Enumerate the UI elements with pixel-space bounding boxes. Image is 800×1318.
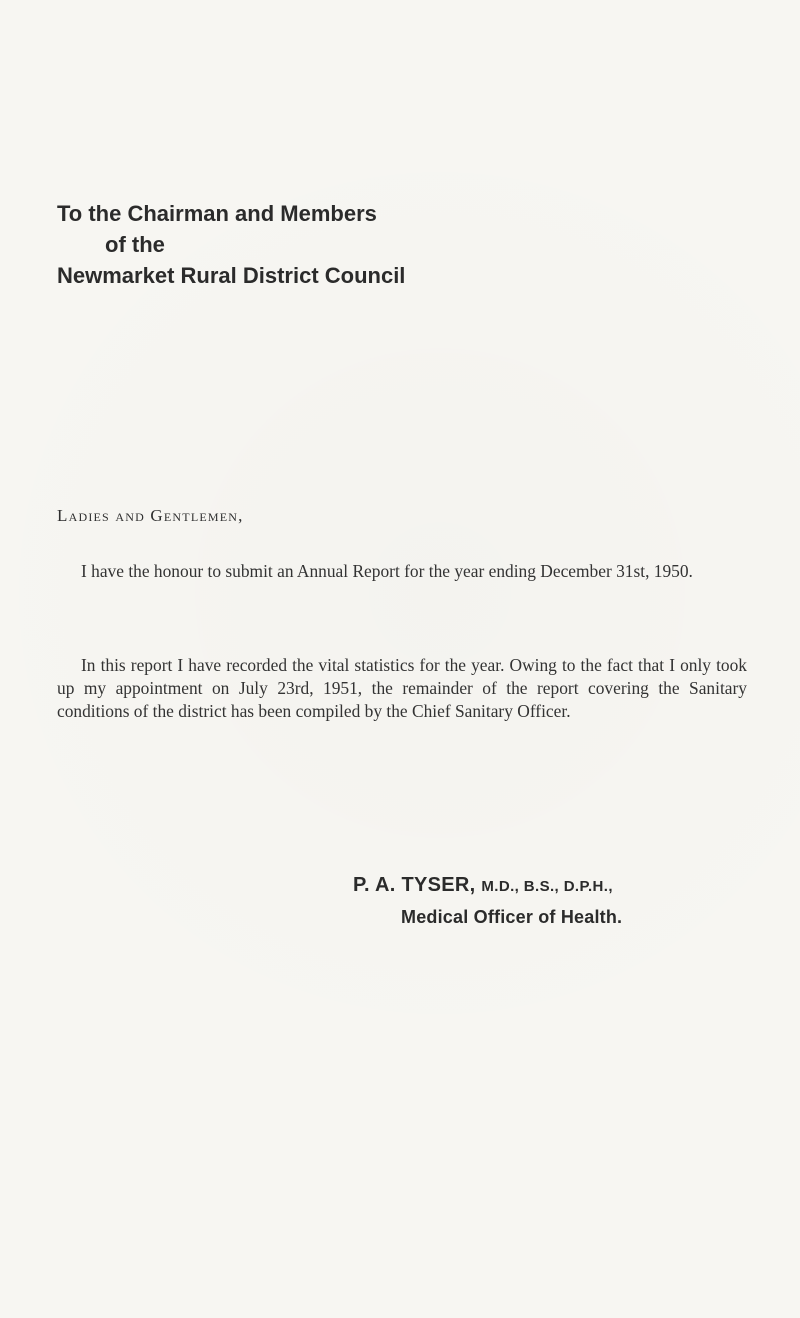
signature-name-line [353, 870, 622, 902]
signatory-degrees: M.D., B.S., D.P.H., [481, 878, 613, 895]
paragraph-text: I have the honour to submit an Annual Report for the year ending December 31st, 1950. [81, 561, 693, 581]
address-line-1: To the Chairman and Members [57, 201, 377, 226]
signatory-name: P. A. TYSER, [353, 874, 476, 896]
paragraph [57, 654, 747, 724]
signatory-title: Medical Officer of Health. [401, 907, 623, 927]
salutation: Ladies and Gentlemen, [57, 506, 244, 525]
paragraph-text: In this report I have recorded the vital statistics for the year. Owing to the fact that I only took up my appointment on July 23rd, 1951, the remainder of the report covering the Sanitary conditions of the district has been compiled by the Chief Sanitary Officer. [57, 655, 747, 722]
address-line-3: Newmarket Rural District Council [57, 263, 406, 288]
address-line-2: of the [105, 232, 165, 257]
paragraph [57, 560, 747, 583]
signature-block [353, 870, 622, 932]
address-block [57, 198, 477, 291]
